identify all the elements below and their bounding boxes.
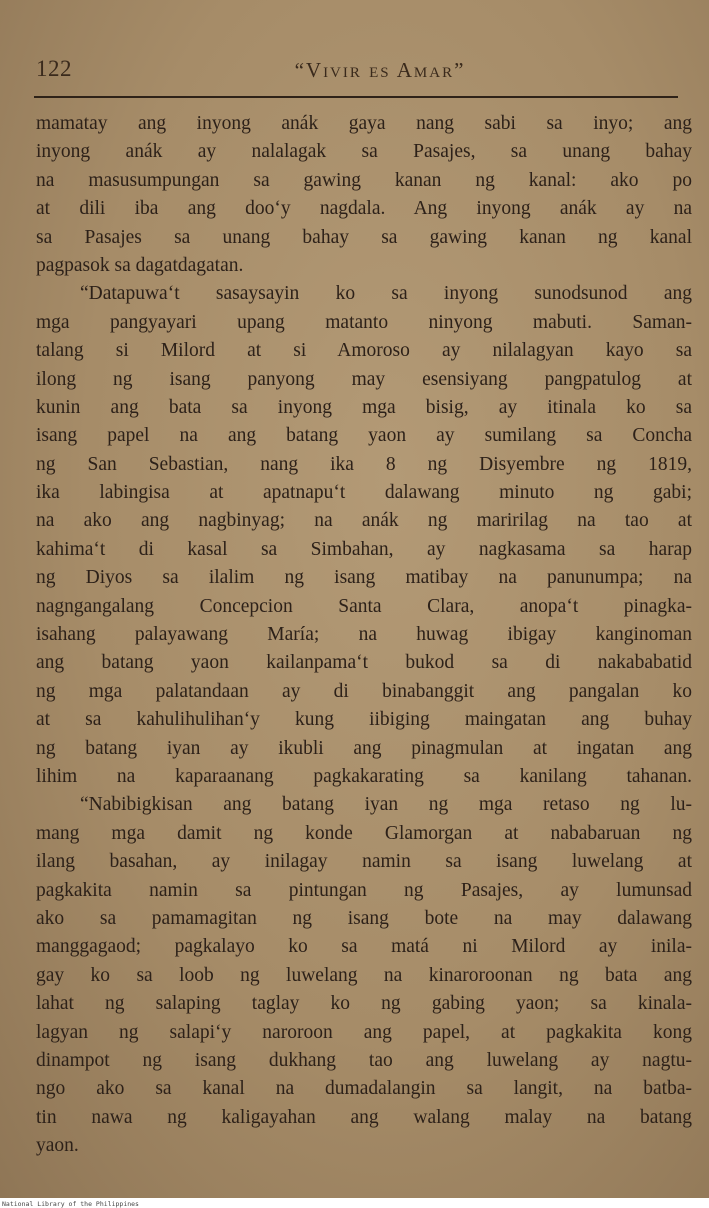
text-line: isahang palayawang María; na huwag ibigay kanginoman [36, 624, 692, 646]
text-line: kunin ang bata sa inyong mga bisig, ay itinala ko sa [36, 396, 692, 418]
header-rule [34, 96, 678, 98]
text-line: na ako ang nagbinyag; na anák ng maririlag na tao at [36, 510, 692, 532]
text-line: ng batang iyan ay ikubli ang pinagmulan at ingatan ang [36, 737, 692, 759]
text-line: ngo ako sa kanal na dumadalangin sa langit, na batba- [36, 1078, 692, 1100]
text-line: pagpasok sa dagatdagatan. [36, 254, 244, 276]
text-line: lihim na kaparaanang pagkakarating sa kanilang tahanan. [36, 765, 692, 787]
text-line: kahima‘t di kasal sa Simbahan, ay nagkasama sa harap [36, 538, 692, 560]
text-line: dinampot ng isang dukhang tao ang luwelang ay nagtu- [36, 1049, 692, 1071]
text-line: na masusumpungan sa gawing kanan ng kanal: ako po [36, 169, 692, 191]
body-text [36, 110, 692, 1160]
text-line: ng Diyos sa ilalim ng isang matibay na panunumpa; na [36, 567, 692, 589]
text-line: ilong ng isang panyong may esensiyang pangpatulog at [36, 368, 692, 390]
text-line: mang mga damit ng konde Glamorgan at nababaruan ng [36, 822, 692, 844]
text-line: “Datapuwa‘t sasaysayin ko sa inyong sunodsunod ang [80, 283, 692, 305]
text-line: sa Pasajes sa unang bahay sa gawing kanan ng kanal [36, 226, 692, 248]
text-line: yaon. [36, 1135, 79, 1157]
text-line: manggagaod; pagkalayo ko sa matá ni Milord ay inila- [36, 936, 692, 958]
text-line: ng San Sebastian, nang ika 8 ng Disyembre ng 1819, [36, 453, 692, 475]
page-number: 122 [36, 56, 72, 81]
text-line: at sa kahulihulihan‘y kung iibiging maingatan ang buhay [36, 709, 692, 731]
text-line: lahat ng salaping taglay ko ng gabing yaon; sa kinala- [36, 993, 692, 1015]
page-header [0, 52, 709, 92]
text-line: pagkakita namin sa pintungan ng Pasajes, ay lumunsad [36, 879, 692, 901]
text-line: mga pangyayari upang matanto ninyong mabuti. Saman- [36, 311, 692, 333]
text-line: ng mga palatandaan ay di binabanggit ang pangalan ko [36, 680, 692, 702]
text-line: lagyan ng salapi‘y naroroon ang papel, at pagkakita kong [36, 1021, 692, 1043]
text-line: ako sa pamamagitan ng isang bote na may dalawang [36, 907, 692, 929]
text-line: gay ko sa loob ng luwelang na kinaroroonan ng bata ang [36, 964, 692, 986]
text-line: “Nabibigkisan ang batang iyan ng mga retaso ng lu- [80, 794, 692, 816]
text-line: nagngangalang Concepcion Santa Clara, anopa‘t pinagka- [36, 595, 692, 617]
library-credit: National Library of the Philippines [2, 1200, 139, 1208]
text-line: inyong anák ay nalalagak sa Pasajes, sa unang bahay [36, 141, 692, 163]
text-line: at dili iba ang doo‘y nagdala. Ang inyong anák ay na [36, 198, 692, 220]
text-line: ang batang yaon kailanpama‘t bukod sa di nakababatid [36, 652, 692, 674]
text-line: ilang basahan, ay inilagay namin sa isang luwelang at [36, 851, 692, 873]
running-title: “Vivir es Amar” [294, 58, 466, 82]
text-line: isang papel na ang batang yaon ay sumilang sa Concha [36, 425, 692, 447]
text-line: mamatay ang inyong anák gaya nang sabi sa inyo; ang [36, 113, 692, 134]
text-line: ika labingisa at apatnapu‘t dalawang minuto ng gabi; [36, 482, 692, 504]
text-line: tin nawa ng kaligayahan ang walang malay na batang [36, 1106, 692, 1128]
text-line: talang si Milord at si Amoroso ay nilalagyan kayo sa [36, 340, 692, 362]
